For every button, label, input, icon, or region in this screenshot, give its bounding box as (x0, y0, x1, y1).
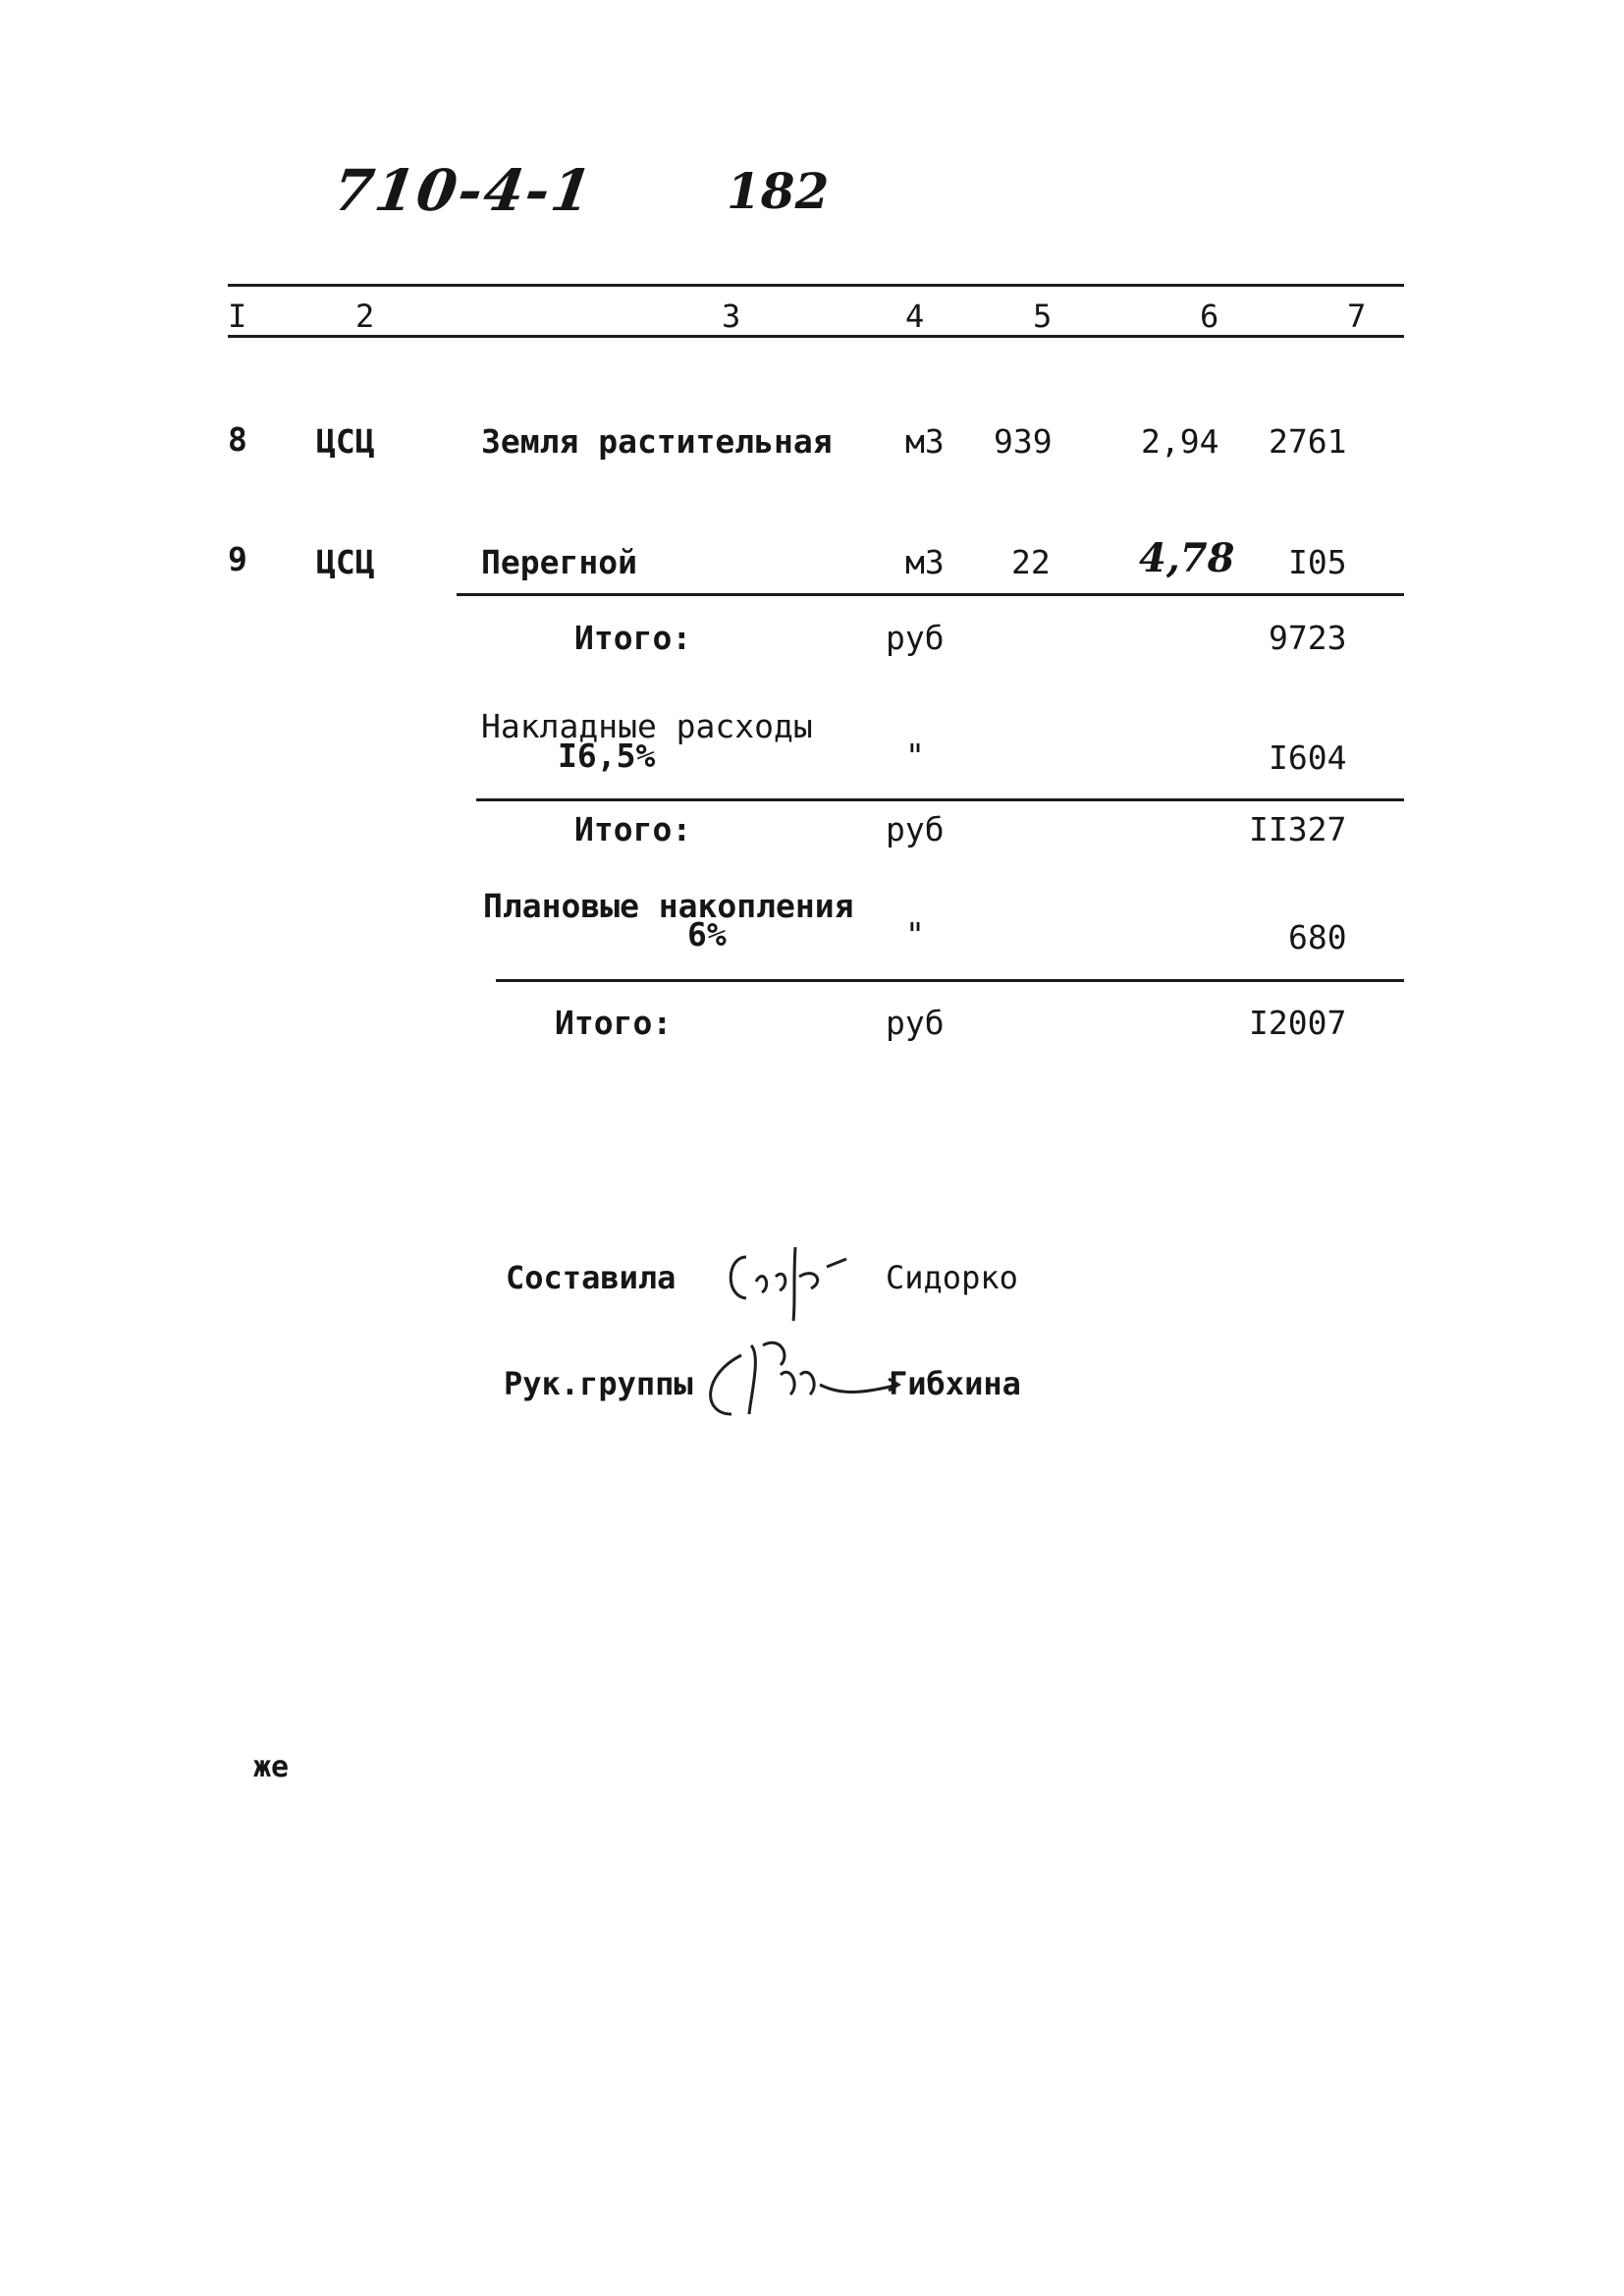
row-unit: м3 (905, 422, 945, 461)
overhead-percent: I6,5% (558, 737, 656, 775)
col-header-2: 2 (355, 298, 375, 335)
col-header-5: 5 (1033, 298, 1053, 335)
grand-total-label: Итого: (555, 1004, 673, 1042)
row-code: ЦСЦ (316, 543, 375, 581)
col-header-7: 7 (1347, 298, 1367, 335)
compiler-signature (717, 1228, 854, 1326)
compiled-by-label: Составила (506, 1259, 677, 1296)
overhead-total: I604 (1269, 738, 1347, 777)
row-code: ЦСЦ (316, 422, 375, 461)
row-number: 8 (228, 420, 247, 459)
document-code: 710-4-1 (329, 157, 598, 224)
row-quantity: 939 (994, 422, 1053, 461)
row-price: 4,78 (1139, 535, 1235, 581)
subtotal-unit: руб (886, 810, 945, 848)
col-header-4: 4 (905, 298, 925, 335)
grand-total-total: I2007 (1249, 1004, 1347, 1042)
subtotal-rule-2 (476, 798, 1404, 801)
table-header-rule (228, 335, 1404, 338)
subtotal-total: II327 (1249, 810, 1347, 848)
row-name: Перегной (481, 543, 637, 581)
row-unit: м3 (905, 543, 945, 581)
row-number: 9 (228, 540, 247, 578)
col-header-3: 3 (722, 298, 741, 335)
row-total: 2761 (1269, 422, 1347, 461)
planned-savings-label: Плановые накопления (483, 887, 854, 925)
overhead-label: Накладные расходы (481, 707, 813, 745)
grand-total-rule (496, 979, 1404, 982)
planned-savings-total: 680 (1288, 918, 1347, 957)
group-head-label: Рук.группы (504, 1365, 693, 1402)
subtotal-rule-1 (457, 593, 1404, 596)
row-quantity: 22 (1011, 543, 1051, 581)
overhead-unit: " (905, 737, 925, 775)
group-head-signature (692, 1316, 908, 1434)
subtotal-unit: руб (886, 619, 945, 657)
col-header-1: I (228, 298, 247, 335)
row-total: I05 (1288, 543, 1347, 581)
footer-mark: же (253, 1750, 290, 1784)
page-number: 182 (727, 162, 830, 220)
row-price: 2,94 (1141, 422, 1219, 461)
col-header-6: 6 (1200, 298, 1219, 335)
compiled-by-name: Сидорко (886, 1259, 1018, 1296)
subtotal-total: 9723 (1269, 619, 1347, 657)
subtotal-label: Итого: (574, 810, 692, 848)
planned-savings-unit: " (905, 915, 925, 954)
subtotal-label: Итого: (574, 619, 692, 657)
planned-savings-percent: 6% (687, 915, 727, 954)
group-head-name: Гибхина (889, 1365, 1021, 1402)
table-top-rule (228, 284, 1404, 287)
grand-total-unit: руб (886, 1004, 945, 1042)
row-name: Земля растительная (481, 422, 833, 461)
